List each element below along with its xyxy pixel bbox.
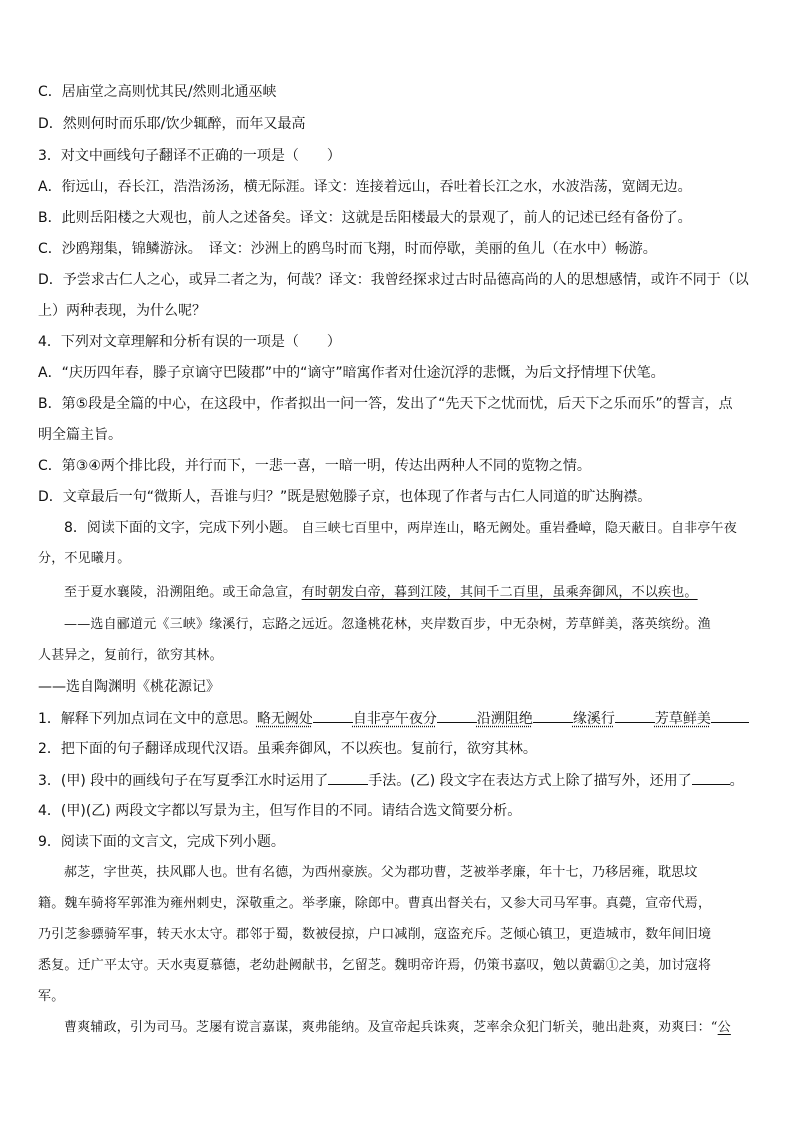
- q8-sub1-word1: 略无阙处: [256, 711, 313, 727]
- q4-option-b-line2: 明全篇主旨。: [38, 427, 122, 443]
- q8-sub1: [38, 708, 760, 729]
- q8-passage3-line1: ——选自郦道元《三峡》缘溪行，忘路之远近。忽逢桃花林，夹岸数百步，中无杂树，芳草鲜美，落英缤纷。渔: [64, 617, 711, 632]
- answer-blank-7[interactable]: [692, 770, 730, 785]
- q9-p2-text: 曹爽辅政，引为司马。芝屡有谠言嘉谋，爽弗能纳。及宣帝起兵诛爽，芝率余众犯门斩关，驰出赴爽，劝爽曰：“: [64, 1020, 718, 1035]
- q9-p1-line2: 籍。魏车骑将军郭淮为雍州刺史，深敬重之。举孝廉，除郎中。曹真出督关右，又参大司马军事。真薨，宣帝代焉，: [38, 896, 712, 911]
- q8-passage2: [64, 583, 760, 603]
- q3-stem: 3．对文中画线句子翻译不正确的一项是（ ）: [38, 148, 341, 164]
- q9-intro: 9．阅读下面的文言文，完成下列小题。: [38, 834, 285, 850]
- q8-intro-line: [64, 518, 760, 539]
- q8-sub1-word5: 芳草鲜美: [654, 711, 711, 727]
- answer-blank-2[interactable]: [437, 708, 477, 723]
- answer-blank-6[interactable]: [328, 770, 368, 785]
- q8-sub1-word2: 自非亭午夜分: [352, 711, 437, 727]
- answer-blank-1[interactable]: [313, 708, 353, 723]
- q4-option-a: A．“庆历四年春，滕子京谪守巴陵郡”中的“谪守”暗寓作者对仕途沉浮的悲慨，为后文抒情埋下伏笔。: [38, 365, 665, 381]
- q8-sub3-end: 。: [729, 773, 744, 789]
- q8-sub1-word3: 沿溯阻绝: [476, 711, 533, 727]
- q8-passage1-part1: 自三峡七百里中，两岸连山，略无阙处。重岩叠嶂，隐天蔽日。自非亭午夜: [301, 521, 737, 536]
- q9-p1-line3: 乃引芝参骠骑军事，转天水太守。郡邻于蜀，数被侵掠，户口减削，寇盗充斥。芝倾心镇卫，更造城市，数年间旧境: [38, 927, 712, 942]
- q3-option-c: C．沙鸥翔集，锦鳞游泳。 译文：沙洲上的鸥鸟时而飞翔，时而停歇，美丽的鱼儿（在水中）畅游。: [38, 241, 657, 257]
- q9-p1-line5: 军。: [38, 989, 65, 1004]
- q4-option-c: C．第③④两个排比段，并行而下，一悲一喜，一暗一明，传达出两种人不同的览物之情。: [38, 458, 591, 474]
- q4-option-b-line1: B．第⑤段是全篇的中心，在这段中，作者拟出一问一答，发出了“先天下之忧而忧，后天下之乐而乐”的誓言，点: [38, 396, 733, 412]
- q8-sub3: [38, 770, 760, 791]
- q3-option-b: B．此则岳阳楼之大观也，前人之述备矣。译文：这就是岳阳楼最大的景观了，前人的记述已经有备份了。: [38, 210, 692, 226]
- q8-passage3-line2: 人甚异之，复前行，欲穷其林。: [38, 648, 223, 663]
- q4-option-d: D．文章最后一句“微斯人，吾谁与归？”既是慰勉滕子京，也体现了作者与古仁人同道的旷达胸襟。: [38, 489, 652, 505]
- q8-sub1-label: 1．解释下列加点词在文中的意思。: [38, 711, 257, 727]
- q8-sub3-part1: 3．(甲) 段中的画线句子在写夏季江水时运用了: [38, 773, 329, 789]
- q2-option-c: C．居庙堂之高则忧其民/然则北通巫峡: [38, 84, 277, 100]
- q2-option-d: D．然则何时而乐耶/饮少辄醉，而年又最高: [38, 116, 306, 132]
- q8-sub2: 2．把下面的句子翻译成现代汉语。虽乘奔御风，不以疾也。复前行，欲穷其林。: [38, 741, 537, 757]
- q3-option-d-line1: D．予尝求古仁人之心，或异二者之为，何哉？译文：我曾经探求过古时品德高尚的人的思想感情，或许不同于（以: [38, 272, 749, 288]
- q8-sub3-part2: 手法。(乙) 段文字在表达方式上除了描写外，还用了: [368, 773, 692, 789]
- q8-sub1-word4: 缘溪行: [572, 711, 615, 727]
- q8-passage2-text: 至于夏水襄陵，沿溯阻绝。或王命急宣，: [64, 585, 302, 600]
- answer-blank-3[interactable]: [533, 708, 573, 723]
- q8-underlined-sentence: 有时朝发白帝，暮到江陵，其间千二百里，虽乘奔御风，不以疾也。: [301, 585, 698, 600]
- q9-p2-line1: [64, 1018, 760, 1038]
- q4-stem: 4．下列对文章理解和分析有误的一项是（ ）: [38, 334, 341, 350]
- q8-source-taohuayuan: ——选自陶渊明《桃花源记》: [38, 679, 220, 695]
- q9-p1-line1: 郝芝，字世英，扶风郿人也。世有名德，为西州豪族。父为郡功曹，芝被举孝廉，年十七，乃移居雍，耽思坟: [64, 865, 698, 880]
- q9-p2-underlined: 公: [717, 1020, 731, 1035]
- q9-p1-line4: 悉复。迁广平太守。天水夷夏慕德，老幼赴阙献书，乞留芝。魏明帝许焉，仍策书嘉叹，勉以黄霸①之美，加讨寇将: [38, 958, 712, 973]
- q3-option-a: A．衔远山，吞长江，浩浩汤汤，横无际涯。译文：连接着远山，吞吐着长江之水，水波浩荡，宽阔无边。: [38, 179, 692, 195]
- answer-blank-5[interactable]: [711, 708, 749, 723]
- answer-blank-4[interactable]: [615, 708, 655, 723]
- q8-passage1-part2: 分，不见曦月。: [38, 551, 131, 566]
- q8-sub4: 4．(甲)(乙) 两段文字都以写景为主，但写作目的不同。请结合选文简要分析。: [38, 803, 522, 819]
- q8-intro: 8．阅读下面的文字，完成下列小题。: [64, 520, 297, 536]
- q3-option-d-line2: 上）两种表现，为什么呢？: [38, 303, 206, 319]
